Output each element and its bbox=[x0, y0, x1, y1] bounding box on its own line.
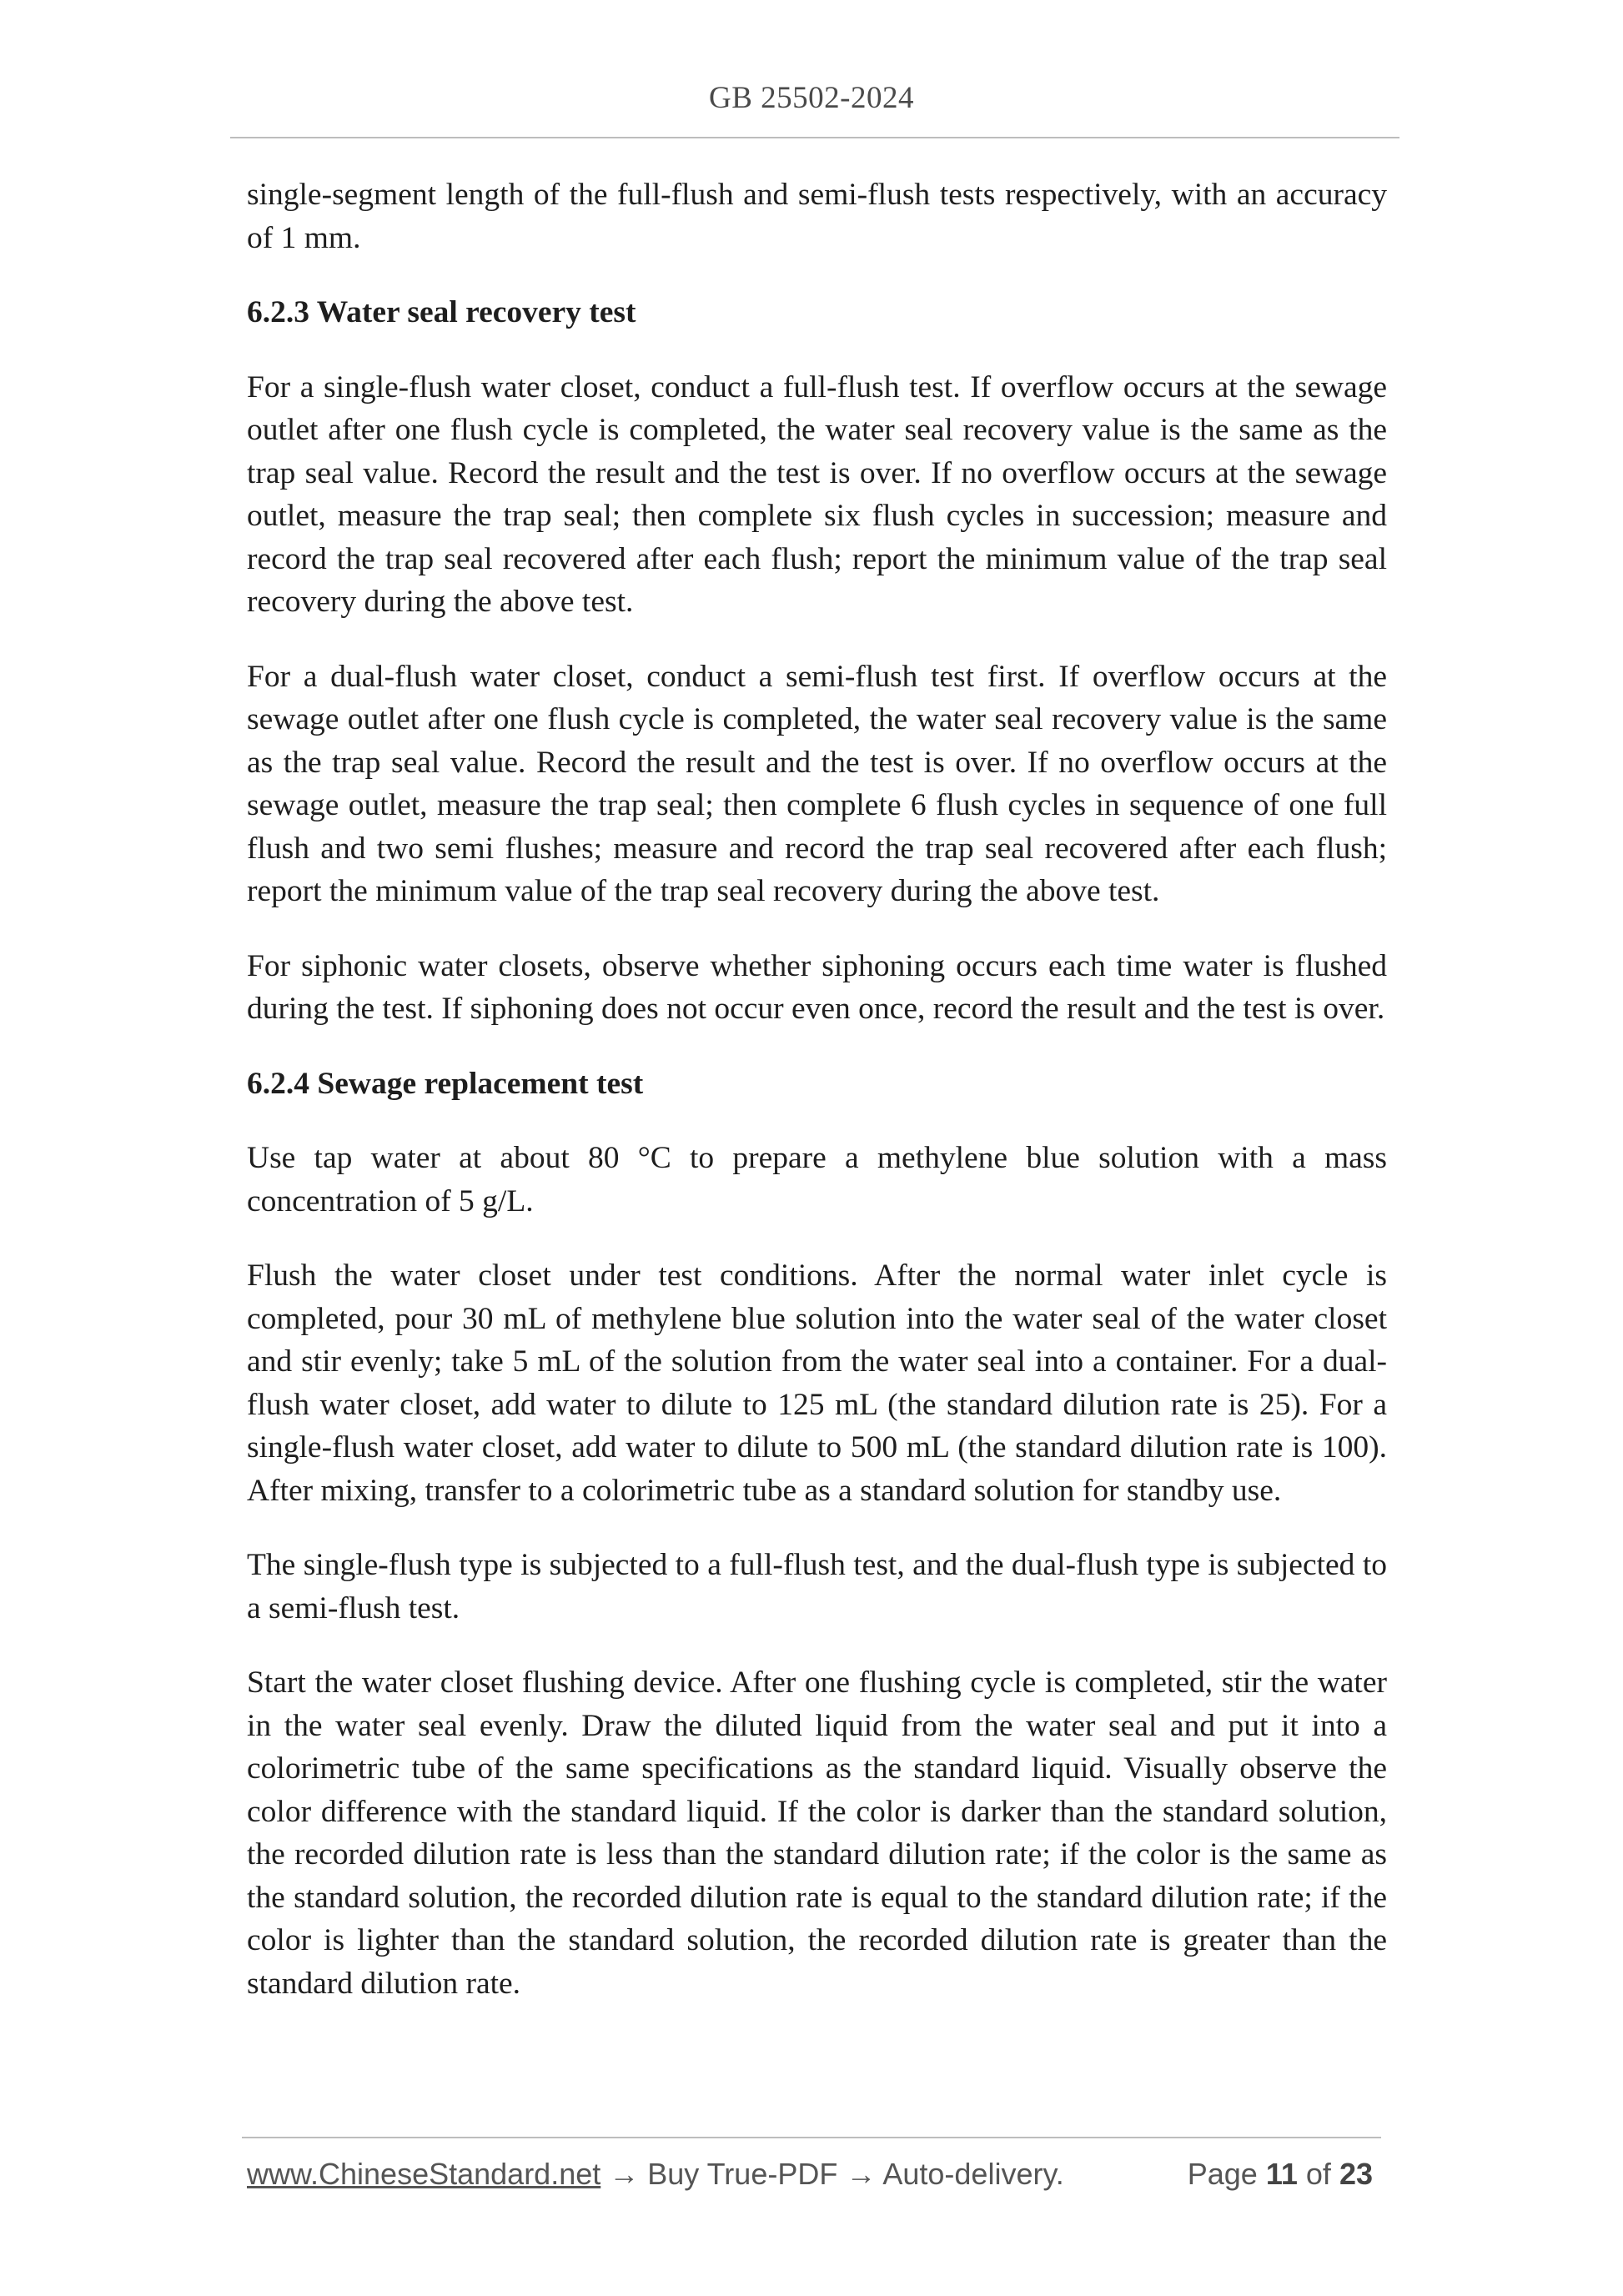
paragraph-siphonic: For siphonic water closets, observe whether siphoning occurs each time water is flushed during the test. If siphoning does not occur even once, record the result and the test is over. bbox=[247, 948, 1387, 1026]
paragraph-standard-solution: Flush the water closet under test conditions. After the normal water inlet cycle is completed, pour 30 mL of methylene blue solution into the water seal of the water closet and stir evenly; take 5 mL of the solution from the water seal into a container. For a dual-flush water closet, add water to dilute to 125 mL (the standard dilution rate is 25). For a single-flush water closet, add water to dilute to 500 mL (the standard dilution rate is 100). After mixing, transfer to a colorimetric tube as a standard solution for standby use. bbox=[247, 1259, 1387, 1508]
page-footer bbox=[247, 2157, 1381, 2198]
paragraph-flushing-procedure: Start the water closet flushing device. After one flushing cycle is completed, stir the water in the water seal evenly. Draw the diluted liquid from the water seal and put it into a colorimetric tube of the same specifications as the standard liquid. Visually observe the color difference with the standard liquid. If the color is darker than the standard solution, the recorded dilution rate is less than the standard dilution rate; if the color is the same as the standard solution, the recorded dilution rate is equal to the standard dilution rate; if the color is lighter than the standard solution, the recorded dilution rate is greater than the standard dilution rate. bbox=[247, 1665, 1387, 2001]
header-divider bbox=[230, 137, 1399, 138]
paragraph-dual-flush: For a dual-flush water closet, conduct a semi-flush test first. If overflow occurs at the sewage outlet after one flush cycle is completed, the water seal recovery value is the same as the trap seal value. Record the result and the test is over. If no overflow occurs at the sewage outlet, measure the trap seal; then complete 6 flush cycles in sequence of one full flush and two semi flushes; measure and record the trap seal recovered after each flush; report the minimum value of the trap seal recovery during the above test. bbox=[247, 659, 1387, 908]
buy-true-pdf-text: Buy True-PDF bbox=[647, 2157, 838, 2191]
section-heading-6-2-4: 6.2.4 Sewage replacement test bbox=[247, 1066, 644, 1101]
section-heading-6-2-3: 6.2.3 Water seal recovery test bbox=[247, 295, 636, 329]
auto-delivery-text: Auto-delivery. bbox=[882, 2157, 1064, 2191]
page-header-title: GB 25502-2024 bbox=[709, 81, 914, 115]
paragraph-continuation: single-segment length of the full-flush and semi-flush tests respectively, with an accuracy of 1 mm. bbox=[247, 178, 1387, 255]
paragraph-methylene-blue: Use tap water at about 80 °C to prepare a methylene blue solution with a mass concentration of 5 g/L. bbox=[247, 1141, 1387, 1218]
paragraph-single-flush: For a single-flush water closet, conduct a full-flush test. If overflow occurs at the sewage outlet after one flush cycle is completed, the water seal recovery value is the same as the trap seal value. Record the result and the test is over. If no overflow occurs at the sewage outlet, measure the trap seal; then complete six flush cycles in succession; measure and record the trap seal recovered after each flush; report the minimum value of the trap seal recovery during the above test. bbox=[247, 369, 1387, 619]
document-body bbox=[247, 173, 1387, 2037]
page-label: Page bbox=[1187, 2157, 1258, 2191]
arrow-icon: → bbox=[837, 2157, 883, 2191]
paragraph-flush-type: The single-flush type is subjected to a full-flush test, and the dual-flush type is subjected to a semi-flush test. bbox=[247, 1548, 1387, 1625]
footer-promo bbox=[247, 2157, 1064, 2192]
total-page-number: 23 bbox=[1339, 2157, 1373, 2191]
of-label: of bbox=[1305, 2157, 1331, 2191]
arrow-icon: → bbox=[600, 2157, 648, 2191]
footer-divider bbox=[242, 2137, 1381, 2138]
current-page-number: 11 bbox=[1265, 2157, 1298, 2191]
website-link[interactable]: www.ChineseStandard.net bbox=[247, 2157, 601, 2191]
page-number bbox=[1188, 2157, 1373, 2192]
